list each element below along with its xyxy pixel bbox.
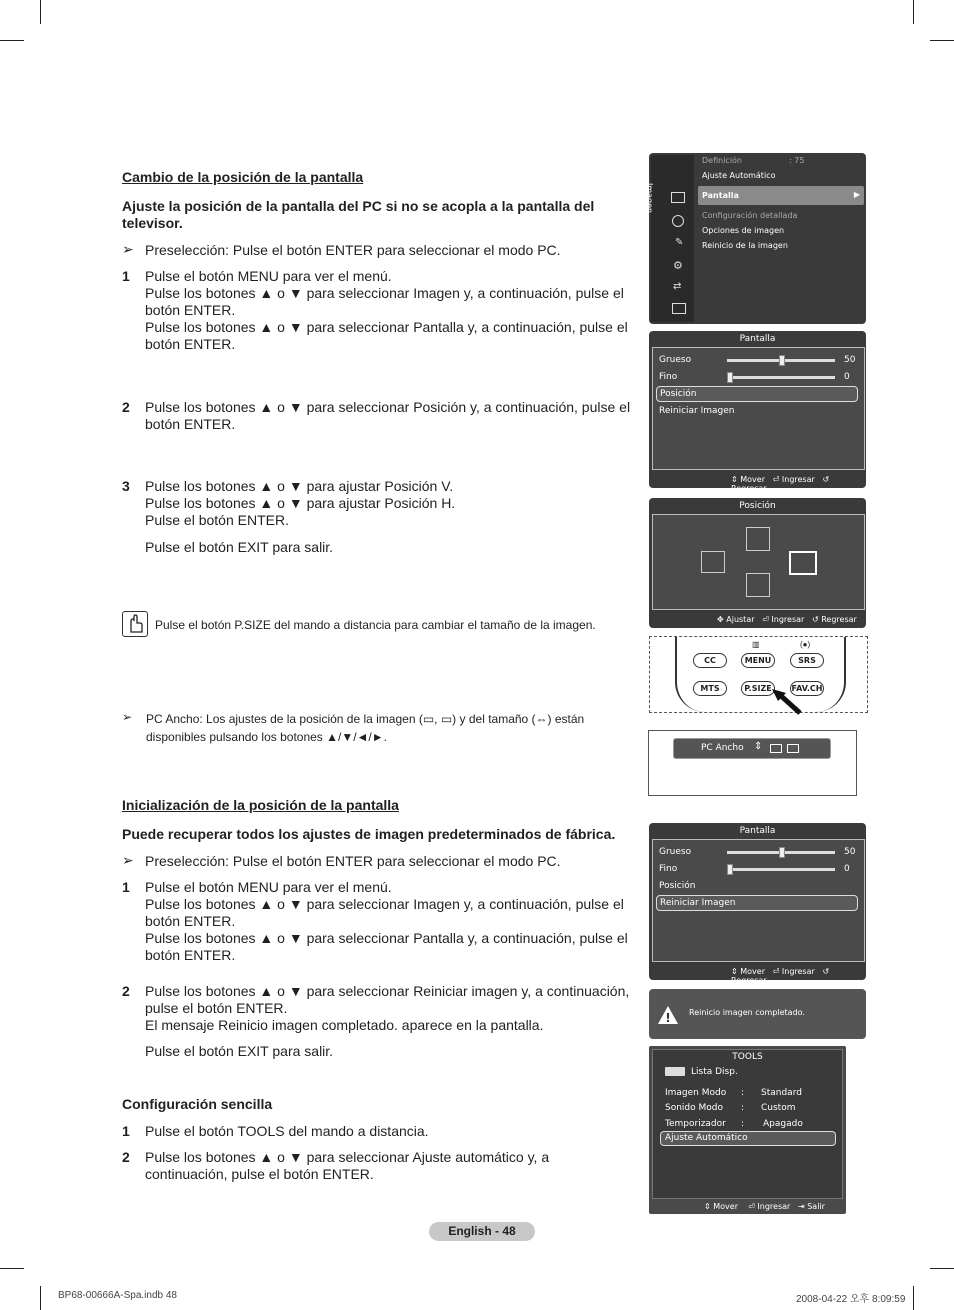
osd-pantalla-posicion bbox=[649, 331, 866, 493]
tip-text: Pulse el botón P.SIZE del mando a distancia para cambiar el tamaño de la imagen. bbox=[155, 618, 596, 632]
s2-step1-l4: Pulse los botones ▲ o ▼ para seleccionar Pantalla y, a continuación, pulse el bbox=[145, 930, 628, 946]
setup-gear-icon: ⚙ bbox=[673, 259, 683, 272]
s3-step1: Pulse el botón TOOLS del mando a distancia. bbox=[145, 1123, 429, 1139]
side-label: Imagen bbox=[645, 183, 654, 214]
s1-step3-l3: Pulse el botón ENTER. bbox=[145, 512, 289, 528]
reiniciar-item[interactable]: Reiniciar Imagen bbox=[659, 406, 735, 416]
step-number: 2 bbox=[122, 983, 130, 999]
channel-icon: ✎ bbox=[675, 237, 684, 248]
right-arrow-icon: ▶ bbox=[853, 190, 860, 199]
section1-intro-2: televisor. bbox=[122, 215, 183, 231]
tools-row-label: Temporizador bbox=[665, 1119, 726, 1129]
s1-step2-l2: botón ENTER. bbox=[145, 416, 236, 432]
favch-button[interactable]: FAV.CH bbox=[790, 681, 824, 696]
osd-title: Posición bbox=[739, 501, 776, 511]
anynet-logo-icon bbox=[665, 1067, 685, 1076]
posicion-label: Posición bbox=[660, 389, 697, 399]
tools-row-label: Sonido Modo bbox=[665, 1103, 723, 1113]
osd-pantalla-reiniciar bbox=[649, 823, 866, 985]
s1-step3-exit: Pulse el botón EXIT para salir. bbox=[145, 539, 334, 555]
tools-row-sep: : bbox=[741, 1103, 745, 1113]
application-icon bbox=[672, 303, 686, 314]
vertical-position-icon: ⇕ bbox=[754, 741, 763, 752]
position-left-icon[interactable] bbox=[701, 551, 725, 573]
file-info: BP68-00666A-Spa.indb 48 bbox=[58, 1290, 177, 1301]
warning-icon bbox=[657, 1005, 679, 1025]
grueso-value: 50 bbox=[844, 847, 856, 857]
fino-slider[interactable] bbox=[727, 376, 835, 379]
note-line-1: PC Ancho: Los ajustes de la posición de la imagen (▭, ▭) y del tamaño (⇔) están bbox=[146, 712, 585, 726]
menu-button[interactable]: MENU bbox=[741, 653, 775, 668]
step-number: 1 bbox=[122, 1123, 130, 1139]
fino-value: 0 bbox=[844, 372, 850, 382]
return-icon: ↺ bbox=[822, 475, 830, 484]
osd-posicion bbox=[649, 498, 866, 628]
grueso-knob[interactable] bbox=[779, 847, 785, 858]
position-right-icon[interactable] bbox=[789, 551, 817, 575]
return-icon: ↺ bbox=[811, 615, 819, 624]
ajuste-label: Ajuste Automático bbox=[665, 1133, 748, 1143]
sound-icon bbox=[672, 215, 684, 227]
footer-mover: Mover bbox=[740, 475, 765, 484]
osd-footer bbox=[704, 1202, 825, 1211]
pointer-hand-icon bbox=[768, 689, 808, 715]
menu-item[interactable]: Configuración detallada bbox=[702, 211, 798, 220]
pc-ancho-label: PC Ancho bbox=[701, 743, 744, 753]
pointer-arrow-icon: ➢ bbox=[122, 710, 133, 724]
psize-button[interactable]: P.SIZE bbox=[741, 681, 775, 696]
position-down-icon[interactable] bbox=[746, 573, 770, 597]
menu-item-selected[interactable] bbox=[698, 186, 864, 205]
position-up-icon[interactable] bbox=[746, 527, 770, 551]
section3-heading: Configuración sencilla bbox=[122, 1096, 273, 1112]
horizontal-position-icon bbox=[770, 744, 782, 753]
step-number: 3 bbox=[122, 478, 130, 494]
posicion-item[interactable] bbox=[656, 386, 858, 402]
s1-step3-l2: Pulse los botones ▲ o ▼ para ajustar Posición H. bbox=[145, 495, 456, 511]
osd-footer bbox=[731, 967, 866, 985]
footer-regresar: Regresar bbox=[731, 484, 767, 493]
srs-button[interactable]: SRS bbox=[790, 653, 824, 668]
move-icon: ⇕ bbox=[731, 967, 738, 976]
osd-footer bbox=[717, 615, 857, 624]
menu-icon-column bbox=[645, 155, 694, 322]
osd-footer bbox=[731, 475, 866, 493]
picture-icon bbox=[671, 192, 685, 203]
fino-knob[interactable] bbox=[727, 864, 733, 875]
adjust-icon: ✥ bbox=[717, 615, 724, 624]
s2-step1-l2: Pulse los botones ▲ o ▼ para seleccionar Imagen y, a continuación, pulse el bbox=[145, 896, 624, 912]
section1-preselect: Preselección: Pulse el botón ENTER para seleccionar el modo PC. bbox=[145, 242, 561, 258]
footer-ingresar: Ingresar bbox=[781, 475, 815, 484]
osd-main-menu bbox=[645, 153, 866, 324]
reiniciar-item[interactable] bbox=[656, 895, 858, 911]
step-number: 2 bbox=[122, 1149, 130, 1165]
page-number-pill: English - 48 bbox=[429, 1222, 535, 1241]
grueso-label: Grueso bbox=[659, 355, 692, 365]
move-icon: ⇕ bbox=[704, 1202, 711, 1211]
s1-step1-l3: botón ENTER. bbox=[145, 302, 236, 318]
footer-salir: Salir bbox=[807, 1202, 825, 1211]
fino-knob[interactable] bbox=[727, 372, 733, 383]
pointer-arrow-icon: ➢ bbox=[122, 852, 134, 868]
fino-value: 0 bbox=[844, 864, 850, 874]
pointer-arrow-icon: ➢ bbox=[122, 241, 134, 257]
fino-label: Fino bbox=[659, 864, 678, 874]
message-text: Reinicio imagen completado. bbox=[689, 1008, 805, 1017]
s2-step2-l3: El mensaje Reinicio imagen completado. aparece en la pantalla. bbox=[145, 1017, 544, 1033]
tools-row-value[interactable]: Apagado bbox=[763, 1119, 803, 1129]
s1-step1-l5: botón ENTER. bbox=[145, 336, 236, 352]
size-icon bbox=[787, 744, 799, 753]
cc-button[interactable]: CC bbox=[693, 653, 727, 668]
pc-ancho-bar[interactable] bbox=[673, 738, 831, 759]
footer-ingresar: Ingresar bbox=[781, 967, 815, 976]
menu-item[interactable]: Definición bbox=[702, 156, 742, 165]
footer-mover: Mover bbox=[713, 1202, 738, 1211]
mts-button[interactable]: MTS bbox=[693, 681, 727, 696]
position-area bbox=[652, 514, 865, 610]
s1-step1-l2: Pulse los botones ▲ o ▼ para seleccionar Imagen y, a continuación, pulse el bbox=[145, 285, 624, 301]
tools-row-sep: : bbox=[741, 1088, 745, 1098]
srs-icon: (●) bbox=[800, 640, 811, 649]
section1-intro-1: Ajuste la posición de la pantalla del PC si no se acopla a la pantalla del bbox=[122, 198, 595, 214]
footer-mover: Mover bbox=[740, 967, 765, 976]
step-number: 2 bbox=[122, 399, 130, 415]
s2-step2-l1: Pulse los botones ▲ o ▼ para seleccionar Reiniciar imagen y, a continuación, bbox=[145, 983, 630, 999]
note-line-2: disponibles pulsando los botones ▲/▼/◄/►. bbox=[146, 730, 387, 744]
s2-step1-l3: botón ENTER. bbox=[145, 913, 236, 929]
input-icon: ⇄ bbox=[673, 281, 682, 292]
tools-row-label: Imagen Modo bbox=[665, 1088, 727, 1098]
section2-intro: Puede recuperar todos los ajustes de imagen predeterminados de fábrica. bbox=[122, 826, 616, 842]
footer-ingresar: Ingresar bbox=[771, 615, 805, 624]
menu-item-value: : 75 bbox=[789, 156, 805, 165]
enter-icon: ⏎ bbox=[762, 615, 769, 624]
menu-item[interactable]: Ajuste Automático bbox=[702, 171, 776, 180]
grueso-label: Grueso bbox=[659, 847, 692, 857]
osd-title: Pantalla bbox=[739, 826, 776, 836]
remote-control bbox=[649, 636, 868, 713]
s1-step3-l1: Pulse los botones ▲ o ▼ para ajustar Posición V. bbox=[145, 478, 454, 494]
osd-tools bbox=[649, 1046, 846, 1214]
s1-step1-l4: Pulse los botones ▲ o ▼ para seleccionar Pantalla y, a continuación, pulse el bbox=[145, 319, 628, 335]
tools-row-value[interactable]: Standard bbox=[761, 1088, 802, 1098]
return-icon: ↺ bbox=[822, 967, 830, 976]
s3-step2-l2: continuación, pulse el botón ENTER. bbox=[145, 1166, 374, 1182]
exit-icon: ⇥ bbox=[797, 1202, 805, 1211]
osd-title: TOOLS bbox=[732, 1052, 763, 1062]
print-timestamp: 2008-04-22 오후 8:09:59 bbox=[796, 1294, 906, 1305]
tools-row-sep: : bbox=[741, 1119, 745, 1129]
s2-step2-l2: pulse el botón ENTER. bbox=[145, 1000, 288, 1016]
list-icon: ▥ bbox=[752, 640, 760, 649]
enter-icon: ⏎ bbox=[772, 967, 780, 976]
section2-preselect: Preselección: Pulse el botón ENTER para seleccionar el modo PC. bbox=[145, 853, 561, 869]
footer-regresar: Regresar bbox=[731, 976, 767, 985]
section1-heading: Cambio de la posición de la pantalla bbox=[122, 169, 364, 185]
menu-item[interactable]: Reinicio de la imagen bbox=[702, 241, 788, 250]
enter-icon: ⏎ bbox=[748, 1202, 755, 1211]
hand-note-icon bbox=[122, 611, 148, 637]
footer-ajustar: Ajustar bbox=[726, 615, 755, 624]
fino-slider[interactable] bbox=[727, 868, 835, 871]
menu-item-label: Pantalla bbox=[702, 191, 739, 200]
remote-body bbox=[675, 637, 846, 712]
osd-title: Pantalla bbox=[739, 334, 776, 344]
step-number: 1 bbox=[122, 879, 130, 895]
lista-disp-item[interactable]: Lista Disp. bbox=[691, 1067, 738, 1077]
osd-message bbox=[649, 989, 866, 1039]
s2-step2-exit: Pulse el botón EXIT para salir. bbox=[145, 1043, 334, 1059]
ajuste-automatico-item[interactable] bbox=[660, 1131, 836, 1146]
s1-step1-l1: Pulse el botón MENU para ver el menú. bbox=[145, 268, 392, 284]
fino-label: Fino bbox=[659, 372, 678, 382]
posicion-item[interactable]: Posición bbox=[659, 881, 696, 891]
pc-ancho-frame bbox=[648, 730, 857, 796]
menu-item[interactable]: Opciones de imagen bbox=[702, 226, 785, 235]
step-number: 1 bbox=[122, 268, 130, 284]
s3-step2-l1: Pulse los botones ▲ o ▼ para seleccionar Ajuste automático y, a bbox=[145, 1149, 550, 1165]
tools-row-value[interactable]: Custom bbox=[761, 1103, 796, 1113]
grueso-value: 50 bbox=[844, 355, 856, 365]
s2-step1-l5: botón ENTER. bbox=[145, 947, 236, 963]
footer-ingresar: Ingresar bbox=[757, 1202, 791, 1211]
enter-icon: ⏎ bbox=[772, 475, 780, 484]
reiniciar-label: Reiniciar Imagen bbox=[660, 898, 736, 908]
s1-step2-l1: Pulse los botones ▲ o ▼ para seleccionar Posición y, a continuación, pulse el bbox=[145, 399, 631, 415]
move-icon: ⇕ bbox=[731, 475, 738, 484]
svg-text:!: ! bbox=[665, 1011, 671, 1025]
section2-heading: Inicialización de la posición de la pantalla bbox=[122, 797, 399, 813]
footer-regresar: Regresar bbox=[821, 615, 857, 624]
grueso-knob[interactable] bbox=[779, 355, 785, 366]
s2-step1-l1: Pulse el botón MENU para ver el menú. bbox=[145, 879, 392, 895]
